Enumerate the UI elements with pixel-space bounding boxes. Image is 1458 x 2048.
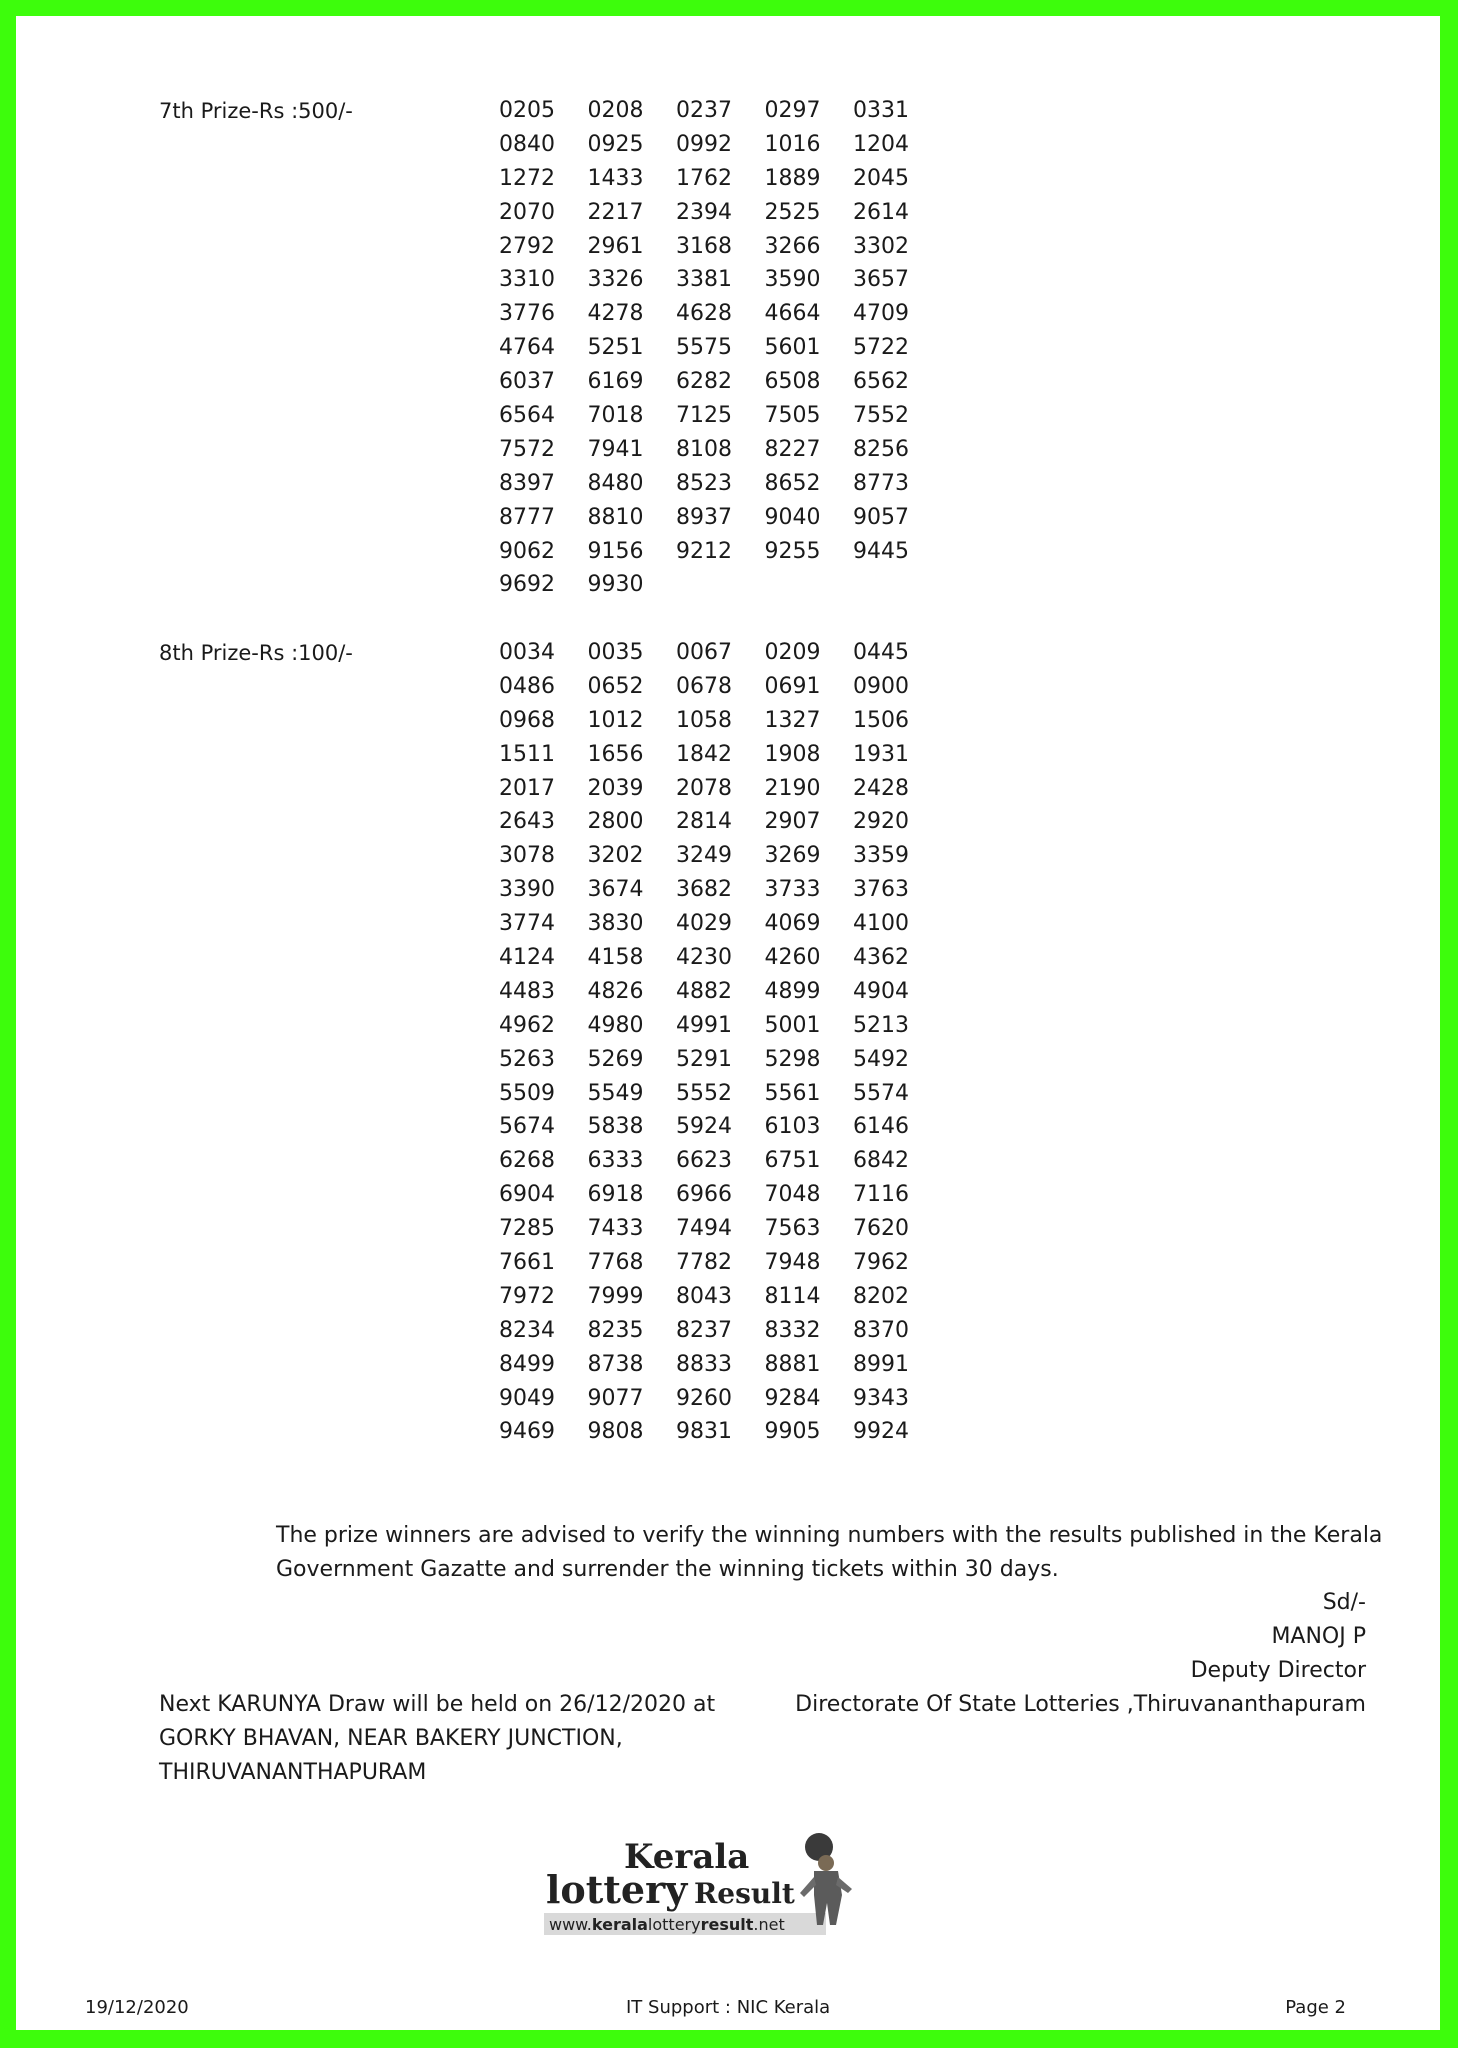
winning-number: 4904	[853, 978, 909, 1004]
next-draw-line-2: GORKY BHAVAN, NEAR BAKERY JUNCTION,	[159, 1726, 623, 1751]
winning-number: 0237	[676, 98, 732, 123]
winning-number: 7962	[853, 1250, 909, 1276]
winning-number: 2039	[587, 775, 644, 801]
winning-number: 8881	[764, 1351, 821, 1377]
winning-number: 6562	[853, 369, 909, 395]
winning-number: 5722	[853, 335, 909, 361]
winning-number: 8777	[499, 504, 555, 530]
winning-number: 3830	[587, 911, 644, 937]
winning-number: 6333	[587, 1148, 644, 1174]
winning-number: 1889	[764, 165, 821, 191]
winning-number: 8227	[764, 436, 821, 462]
winning-number: 1327	[764, 707, 821, 733]
result-page	[16, 16, 1440, 2030]
signature-block	[795, 1586, 1366, 1722]
winning-number: 4158	[587, 945, 644, 971]
winning-number: 4980	[587, 1012, 644, 1038]
winning-number: 5674	[499, 1114, 555, 1140]
winning-number: 0067	[676, 640, 732, 665]
winning-number: 8738	[587, 1351, 644, 1377]
winning-number: 4899	[764, 978, 821, 1004]
winning-number: 6103	[764, 1114, 821, 1140]
winning-number: 2190	[764, 775, 821, 801]
winning-number: 1842	[676, 741, 732, 767]
winning-number: 4962	[499, 1012, 555, 1038]
winning-number: 8235	[587, 1317, 644, 1343]
winning-number: 7285	[499, 1216, 555, 1242]
winning-number: 7620	[853, 1216, 909, 1242]
winning-number: 6268	[499, 1148, 555, 1174]
winning-number: 7048	[764, 1182, 821, 1208]
winning-number: 9255	[764, 538, 821, 564]
winning-number: 6751	[764, 1148, 821, 1174]
winning-number: 4362	[853, 945, 909, 971]
winning-number: 7999	[587, 1283, 644, 1309]
winning-number: 6966	[676, 1182, 732, 1208]
winning-number: 4882	[676, 978, 732, 1004]
winning-number: 4709	[853, 301, 909, 327]
winning-number: 0208	[587, 98, 644, 123]
winning-number: 3682	[676, 877, 732, 903]
winning-number: 3359	[853, 843, 909, 869]
winning-number: 5838	[587, 1114, 644, 1140]
winning-number: 4664	[764, 301, 821, 327]
winning-number: 7433	[587, 1216, 644, 1242]
winning-number: 6623	[676, 1148, 732, 1174]
winning-number: 7661	[499, 1250, 555, 1276]
winning-number: 8773	[853, 470, 909, 496]
winning-number: 5251	[587, 335, 644, 361]
winning-number: 2800	[587, 809, 644, 835]
winning-number: 3310	[499, 267, 555, 293]
logo-word-result: Result	[694, 1877, 795, 1910]
winning-number: 9156	[587, 538, 644, 564]
winning-number: 1656	[587, 741, 644, 767]
winning-number: 9260	[676, 1385, 732, 1411]
winning-number: 9905	[764, 1419, 821, 1445]
winning-number: 8237	[676, 1317, 732, 1343]
winning-number: 3302	[853, 233, 909, 259]
winning-number: 0925	[587, 131, 644, 157]
winning-number: 7552	[853, 403, 909, 429]
winning-number: 4069	[764, 911, 821, 937]
winning-number: 0331	[853, 98, 909, 123]
winning-number: 0968	[499, 707, 555, 733]
winning-number: 0678	[676, 673, 732, 699]
prize-8th-numbers	[499, 636, 942, 1449]
winning-number: 8991	[853, 1351, 909, 1377]
winning-number: 0205	[499, 98, 555, 123]
winning-number: 9343	[853, 1385, 909, 1411]
winning-number: 2045	[853, 165, 909, 191]
winning-number: 1433	[587, 165, 644, 191]
winning-number: 4100	[853, 911, 909, 937]
winning-number: 8108	[676, 436, 732, 462]
next-draw-line-3: THIRUVANANTHAPURAM	[159, 1760, 427, 1785]
winning-number: 5213	[853, 1012, 909, 1038]
winning-number: 9924	[853, 1419, 909, 1445]
winning-number: 1762	[676, 165, 732, 191]
signatory-designation: Deputy Director	[1190, 1658, 1366, 1683]
winning-number: 6037	[499, 369, 555, 395]
winning-number: 7782	[676, 1250, 732, 1276]
winning-number: 9808	[587, 1419, 644, 1445]
winning-number: 3776	[499, 301, 555, 327]
winning-number: 5601	[764, 335, 821, 361]
prize-7th-label: 7th Prize-Rs :500/-	[159, 99, 353, 123]
winning-number: 8202	[853, 1283, 909, 1309]
winning-number: 0209	[764, 640, 821, 665]
winning-number: 3674	[587, 877, 644, 903]
winning-number: 3249	[676, 843, 732, 869]
winning-number: 9284	[764, 1385, 821, 1411]
winning-number: 0691	[764, 673, 821, 699]
winning-number: 7494	[676, 1216, 732, 1242]
winning-number: 6508	[764, 369, 821, 395]
winning-number: 8480	[587, 470, 644, 496]
winning-number: 9831	[676, 1419, 732, 1445]
logo-url: www.keralalotteryresult.net	[549, 1915, 785, 1934]
winning-number: 9930	[587, 572, 644, 598]
winning-number: 8499	[499, 1351, 555, 1377]
winning-number: 8234	[499, 1317, 555, 1343]
winning-number: 3774	[499, 911, 555, 937]
winning-number: 6842	[853, 1148, 909, 1174]
winning-number: 5298	[764, 1046, 821, 1072]
winning-number: 0900	[853, 673, 909, 699]
winning-number: 4483	[499, 978, 555, 1004]
winning-number: 6564	[499, 403, 555, 429]
winning-number: 8256	[853, 436, 909, 462]
winning-number: 7125	[676, 403, 732, 429]
winning-number: 3269	[764, 843, 821, 869]
winning-number: 9057	[853, 504, 909, 530]
winning-number: 1058	[676, 707, 732, 733]
winning-number: 9077	[587, 1385, 644, 1411]
winning-number: 0035	[587, 640, 644, 665]
prize-8th-label: 8th Prize-Rs :100/-	[159, 641, 353, 665]
winning-number: 8043	[676, 1283, 732, 1309]
winning-number: 2643	[499, 809, 555, 835]
winning-number: 3381	[676, 267, 732, 293]
prize-7th-numbers	[499, 94, 942, 602]
winning-number: 2792	[499, 233, 555, 259]
winning-number: 3202	[587, 843, 644, 869]
winning-number: 4991	[676, 1012, 732, 1038]
winning-number: 2525	[764, 199, 821, 225]
winning-number: 9692	[499, 572, 555, 598]
winning-number: 3168	[676, 233, 732, 259]
winning-number: 2078	[676, 775, 732, 801]
winning-number: 5263	[499, 1046, 555, 1072]
winning-number: 8397	[499, 470, 555, 496]
winning-number: 1204	[853, 131, 909, 157]
winning-number: 0840	[499, 131, 555, 157]
winning-number: 0992	[676, 131, 732, 157]
winning-number: 3733	[764, 877, 821, 903]
kerala-lottery-result-logo	[544, 1833, 874, 1943]
winning-number: 1511	[499, 741, 555, 767]
logo-word-kerala: Kerala	[624, 1837, 750, 1877]
winning-number: 7948	[764, 1250, 821, 1276]
winning-number: 2920	[853, 809, 909, 835]
winning-number: 0034	[499, 640, 555, 665]
winning-number: 5924	[676, 1114, 732, 1140]
winning-number: 9212	[676, 538, 732, 564]
winning-number: 8114	[764, 1283, 821, 1309]
winning-number: 3763	[853, 877, 909, 903]
winning-number: 8810	[587, 504, 644, 530]
footer-page-number: Page 2	[1285, 1997, 1346, 2018]
notice-paragraph: The prize winners are advised to verify the winning numbers with the results published in the Kerala Government Gazatte and surrender the winning tickets within 30 days.	[276, 1523, 1383, 1582]
winning-number: 5561	[764, 1080, 821, 1106]
winning-number: 2614	[853, 199, 909, 225]
winning-number: 8652	[764, 470, 821, 496]
winning-number: 5552	[676, 1080, 732, 1106]
winning-number: 8833	[676, 1351, 732, 1377]
winning-number: 1012	[587, 707, 644, 733]
winning-number: 5574	[853, 1080, 909, 1106]
winning-number: 5492	[853, 1046, 909, 1072]
winning-number: 5549	[587, 1080, 644, 1106]
winning-number: 7572	[499, 436, 555, 462]
winning-number: 5291	[676, 1046, 732, 1072]
winning-number: 1931	[853, 741, 909, 767]
winning-number: 2070	[499, 199, 555, 225]
winning-number: 1506	[853, 707, 909, 733]
winning-number: 5575	[676, 335, 732, 361]
winning-number: 2017	[499, 775, 555, 801]
winning-number: 9040	[764, 504, 821, 530]
winning-number: 7972	[499, 1283, 555, 1309]
signatory-office: Directorate Of State Lotteries ,Thiruvananthapuram	[795, 1692, 1366, 1717]
winning-number: 2428	[853, 775, 909, 801]
winning-number: 3078	[499, 843, 555, 869]
winning-number: 1908	[764, 741, 821, 767]
winning-number: 4826	[587, 978, 644, 1004]
winning-number: 4628	[676, 301, 732, 327]
winning-number: 4029	[676, 911, 732, 937]
winning-number: 9049	[499, 1385, 555, 1411]
winning-number: 2907	[764, 809, 821, 835]
winning-number: 6904	[499, 1182, 555, 1208]
winning-number: 6918	[587, 1182, 644, 1208]
winning-number: 3657	[853, 267, 909, 293]
winning-number: 3390	[499, 877, 555, 903]
winning-number: 9445	[853, 538, 909, 564]
winning-number: 0297	[764, 98, 821, 123]
next-draw-info	[159, 1688, 715, 1790]
winning-number: 2394	[676, 199, 732, 225]
winning-number: 1016	[764, 131, 821, 157]
footer-it-support: IT Support : NIC Kerala	[626, 1997, 831, 2018]
winning-number: 7505	[764, 403, 821, 429]
winning-number: 5269	[587, 1046, 644, 1072]
winning-number: 5001	[764, 1012, 821, 1038]
winning-number: 6146	[853, 1114, 909, 1140]
signature-sd: Sd/-	[1322, 1590, 1366, 1615]
winning-number: 2814	[676, 809, 732, 835]
winning-number: 0486	[499, 673, 555, 699]
winning-number: 0652	[587, 673, 644, 699]
winning-number: 4124	[499, 945, 555, 971]
winning-number: 6169	[587, 369, 644, 395]
winning-number: 8370	[853, 1317, 909, 1343]
winning-number: 3266	[764, 233, 821, 259]
footer-date: 19/12/2020	[85, 1997, 189, 2018]
winning-number: 3326	[587, 267, 644, 293]
winning-number: 3590	[764, 267, 821, 293]
logo-mascot-figure	[800, 1833, 852, 1925]
winning-number: 4278	[587, 301, 644, 327]
winning-number: 8332	[764, 1317, 821, 1343]
winning-number: 7941	[587, 436, 644, 462]
winning-number: 5509	[499, 1080, 555, 1106]
winning-number: 7563	[764, 1216, 821, 1242]
winning-number: 4764	[499, 335, 555, 361]
logo-word-lottery: lottery	[546, 1867, 688, 1912]
winning-number: 7018	[587, 403, 644, 429]
winning-number: 2217	[587, 199, 644, 225]
winning-number: 7116	[853, 1182, 909, 1208]
winning-number: 8937	[676, 504, 732, 530]
winning-number: 6282	[676, 369, 732, 395]
winning-number: 4260	[764, 945, 821, 971]
signatory-name: MANOJ P	[1271, 1624, 1366, 1649]
winning-number: 0445	[853, 640, 909, 665]
winning-number: 7768	[587, 1250, 644, 1276]
winning-number: 8523	[676, 470, 732, 496]
next-draw-line-1: Next KARUNYA Draw will be held on 26/12/2020 at	[159, 1692, 716, 1717]
winning-number: 9469	[499, 1419, 555, 1445]
winning-number: 4230	[676, 945, 732, 971]
winning-number: 9062	[499, 538, 555, 564]
winning-number: 2961	[587, 233, 644, 259]
winning-number: 1272	[499, 165, 555, 191]
